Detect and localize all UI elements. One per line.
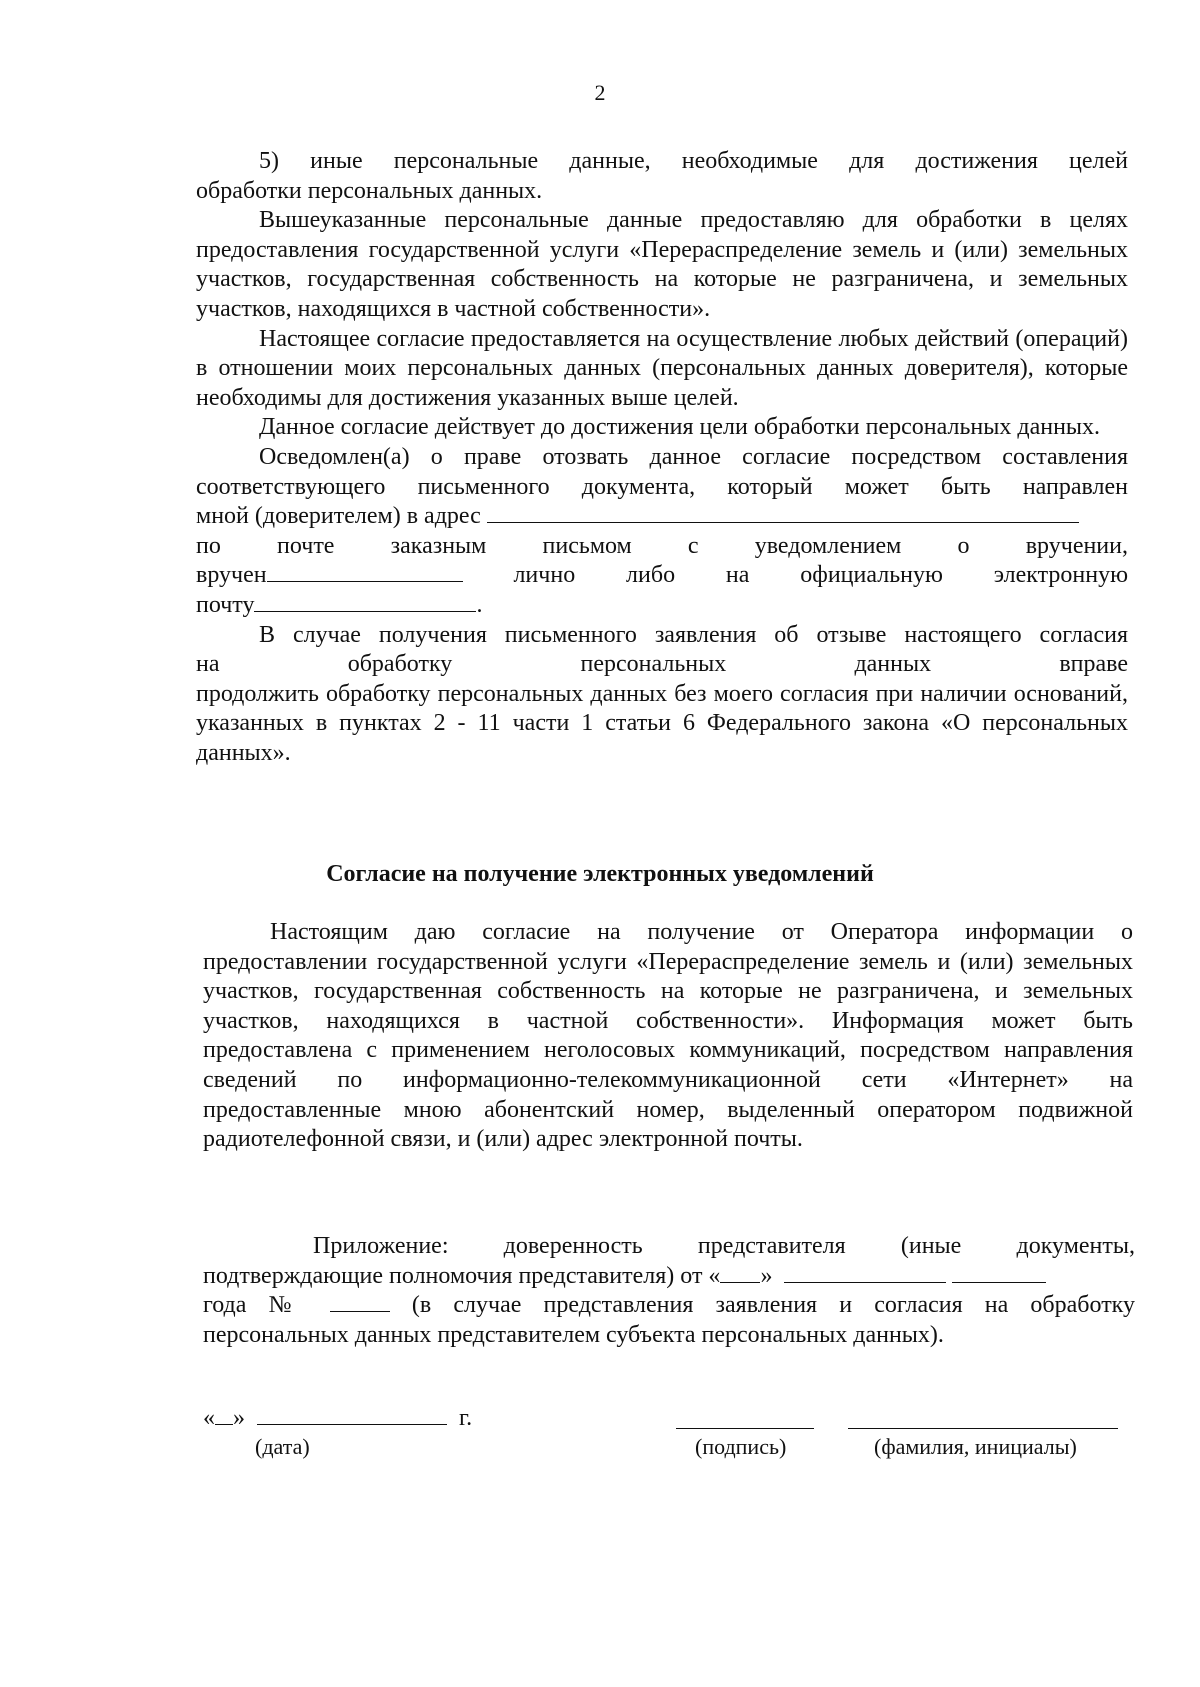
power-of-attorney-number-blank[interactable]: [330, 1293, 390, 1312]
item-5-line: 5) иные персональные данные, необходимые для достижения целей: [259, 148, 1128, 174]
date-day-blank[interactable]: [215, 1406, 233, 1425]
email-label: почту: [196, 591, 255, 618]
revoke-line-5: [196, 561, 1128, 591]
appendix-line-2-text: подтверждающие полномочия представителя) от «: [203, 1262, 721, 1289]
appendix-line-2: [203, 1262, 1135, 1292]
delivered-label: вручен: [196, 562, 267, 589]
revoke-address-label: мной (доверителем) в адрес: [196, 503, 481, 530]
consent-processing-section: [196, 147, 1128, 768]
appendix-line-1: Приложение: доверенность представителя (иные документы,: [313, 1233, 1135, 1259]
appendix-line-3: [203, 1291, 1135, 1321]
appendix-quote-close: »: [760, 1262, 773, 1289]
email-line-end: .: [476, 591, 483, 618]
date-quote-close: »: [233, 1405, 245, 1431]
section-heading: Согласие на получение электронных уведомлений: [326, 861, 874, 887]
year-suffix: г.: [459, 1405, 473, 1431]
withdraw-line-2-start: на обработку персональных данных: [196, 651, 932, 678]
electronic-notice-paragraph: Настоящим даю согласие на получение от Оператора информации о предоставлении государственной услуги «Перераспределение земель и (или) земельных участков, государственная собственность на которые не разграничена, и земельных участков, находящихся в частной собственности». Информация может быть предоставлена с применением неголосовых коммуникаций, посредством направления сведений по информационно-телекоммуникационной сети «Интернет» на предоставленные мною абонентский номер, выделенный оператором подвижной радиотелефонной связи, и (или) адрес электронной почты.: [203, 919, 1133, 1153]
purpose-paragraph: Вышеуказанные персональные данные предоставляю для обработки в целях предоставления государственной услуги «Перераспределение земель и (или) земельных участков, государственная собственность на которые не разграничена, и земельных участков, находящихся в частной собственности».: [196, 207, 1128, 322]
revoke-line-3: [196, 502, 1128, 532]
signature-caption: (подпись): [695, 1434, 787, 1459]
withdraw-line-1: В случае получения письменного заявления об отзыве настоящего согласия: [259, 621, 1128, 648]
electronic-notice-section: [203, 918, 1133, 1155]
power-of-attorney-month-blank[interactable]: [784, 1264, 946, 1283]
revoke-line-4: по почте заказным письмом с уведомлением о вручении,: [196, 532, 1128, 559]
operator-address-blank[interactable]: [487, 504, 1079, 523]
date-caption: (дата): [255, 1434, 310, 1459]
name-caption: (фамилия, инициалы): [874, 1434, 1077, 1459]
signature-line[interactable]: [676, 1428, 814, 1429]
appendix-line-4: персональных данных представителем субъекта персональных данных).: [203, 1321, 944, 1348]
validity-paragraph: Данное согласие действует до достижения цели обработки персональных данных.: [259, 414, 1101, 441]
delivered-to-blank[interactable]: [267, 563, 463, 582]
withdraw-line-2: [196, 650, 1128, 680]
email-blank[interactable]: [254, 593, 476, 612]
full-name-line[interactable]: [848, 1428, 1118, 1429]
appendix-number-label: года №: [203, 1292, 308, 1319]
revoke-line-1: Осведомлен(а) о праве отозвать данное согласие посредством составления: [259, 443, 1128, 470]
withdraw-line-2-end: вправе: [1059, 651, 1129, 678]
revoke-line-2: соответствующего письменного документа, который может быть направлен: [196, 473, 1128, 500]
date-quote-open: «: [203, 1405, 215, 1431]
date-month-blank[interactable]: [257, 1406, 447, 1425]
actions-paragraph: Настоящее согласие предоставляется на осуществление любых действий (операций) в отношении моих персональных данных (персональных данных доверителя), которые необходимы для достижения указанных выше целей.: [196, 325, 1128, 411]
item-5-line-end: обработки персональных данных.: [196, 177, 543, 204]
power-of-attorney-year-blank[interactable]: [952, 1264, 1046, 1283]
revoke-line-6: [196, 591, 1128, 621]
power-of-attorney-day-blank[interactable]: [720, 1264, 760, 1283]
withdraw-paragraph-rest: продолжить обработку персональных данных без моего согласия при наличии оснований, указанных в пунктах 2 - 11 части 1 статьи 6 Федерального закона «О персональных данных».: [196, 680, 1128, 766]
appendix-section: [203, 1232, 1135, 1350]
date-field: [203, 1404, 472, 1432]
appendix-line-3-text: (в случае представления заявления и согласия на обработку: [411, 1292, 1136, 1319]
page-number: 2: [594, 80, 606, 105]
personal-or-email-text: лично либо на официальную электронную: [513, 562, 1129, 589]
